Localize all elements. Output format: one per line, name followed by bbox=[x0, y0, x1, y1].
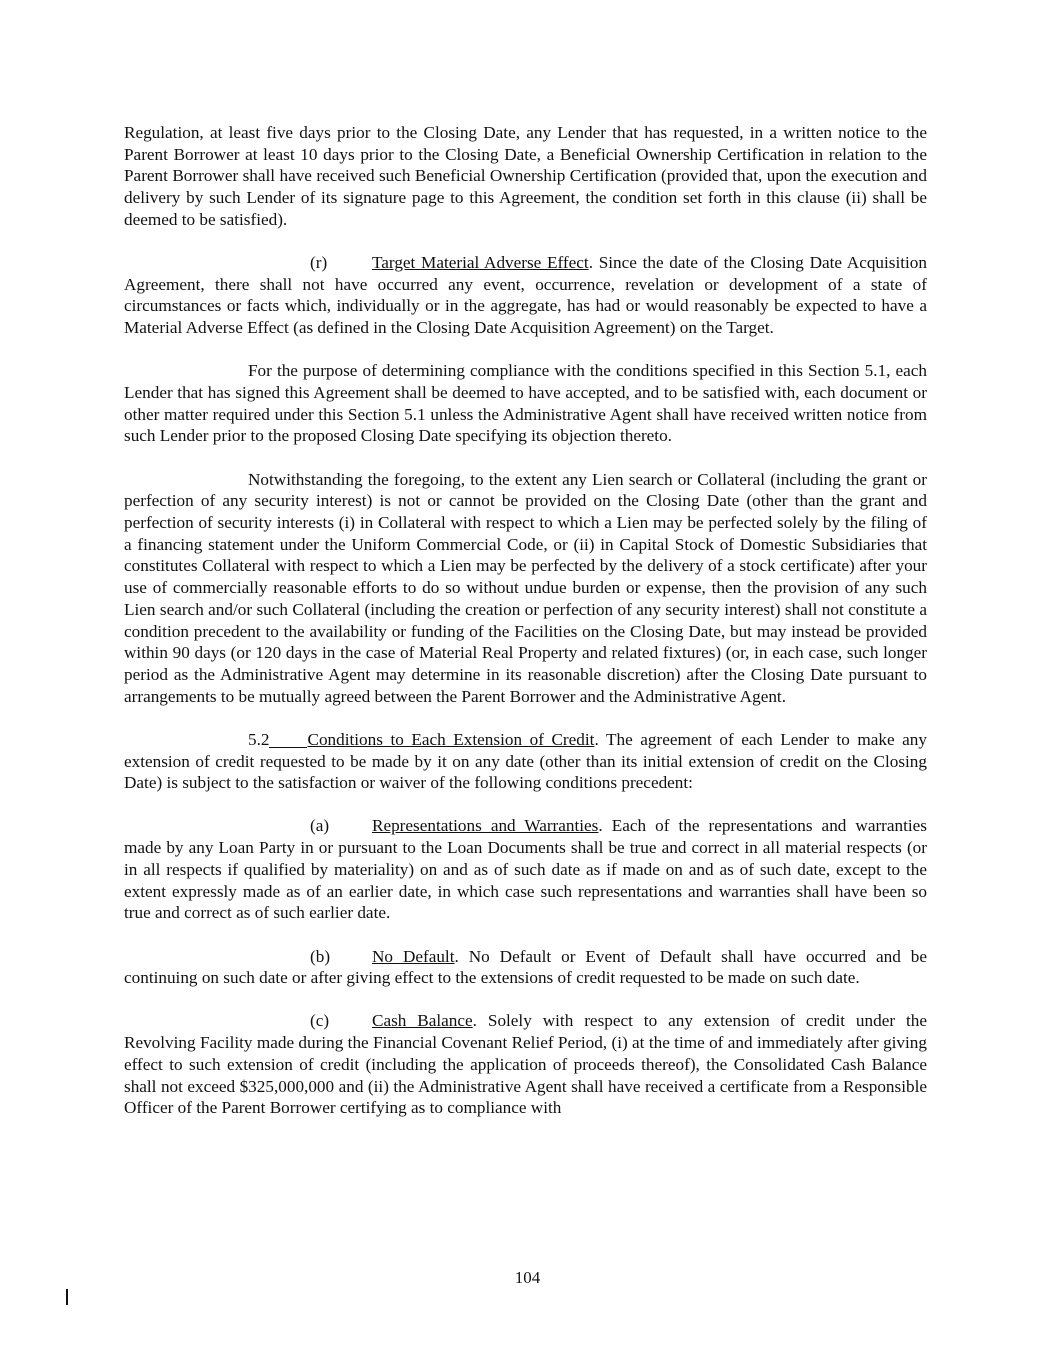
section-5-2 bbox=[124, 729, 927, 794]
clause-a-heading: Representations and Warranties bbox=[372, 816, 599, 836]
paragraph-notwithstanding: Notwithstanding the foregoing, to the extent any Lien search or Collateral (including the grant or perfection of any security interest) is not or cannot be provided on the Closing Date (other than the grant and perfection of security interests (i) in Collateral with respect to which a Lien may be perfected solely by the filing of a financing statement under the Uniform Commercial Code, or (ii) in Capital Stock of Domestic Subsidiaries that constitutes Collateral with respect to which a Lien may be perfected by the delivery of a stock certificate) after your use of commercially reasonable efforts to do so without undue burden or expense, then the provision of any such Lien search and/or such Collateral (including the creation or perfection of any security interest) shall not constitute a condition precedent to the availability or funding of the Facilities on the Closing Date, but may instead be provided within 90 days (or 120 days in the case of Material Real Property and related fixtures) (or, in each case, such longer period as the Administrative Agent may determine in its reasonable discretion) after the Closing Date pursuant to arrangements to be mutually agreed between the Parent Borrower and the Administrative Agent. bbox=[124, 469, 927, 706]
section-5-2-number: 5.2 bbox=[248, 729, 270, 749]
page-number: 104 bbox=[514, 1268, 541, 1287]
clause-b-number: (b) bbox=[310, 946, 331, 966]
paragraph-purpose: For the purpose of determining compliance with the conditions specified in this Section 5.1, each Lender that has signed this Agreement shall be deemed to have accepted, and to be satisfied with, each document or other matter required under this Section 5.1 unless the Administrative Agent shall have received written notice from such Lender prior to the proposed Closing Date specifying its objection thereto. bbox=[124, 361, 927, 446]
clause-a bbox=[124, 815, 927, 924]
clause-a-number: (a) bbox=[310, 816, 330, 836]
section-5-2-heading: Conditions to Each Extension of Credit bbox=[307, 729, 595, 749]
clause-r-body: . Since the date of the Closing Date Acquisition Agreement, there shall not have occurred any event, occurrence, revelation or development of a state of circumstances or facts which, individually or in the aggregate, has had or would reasonably be expected to have a Material Adverse Effect (as defined in the Closing Date Acquisition Agreement) on the Target. bbox=[124, 253, 927, 338]
clause-c bbox=[124, 1010, 927, 1119]
paragraph-continuation: Regulation, at least five days prior to the Closing Date, any Lender that has requested, in a written notice to the Parent Borrower at least 10 days prior to the Closing Date, a Beneficial Ownership Certification in relation to the Parent Borrower shall have received such Beneficial Ownership Certification (provided that, upon the execution and delivery by such Lender of its signature page to this Agreement, the condition set forth in this clause (ii) shall be deemed to be satisfied). bbox=[124, 123, 927, 229]
section-5-2-body: . The agreement of each Lender to make any extension of credit requested to be made by it on any date (other than its initial extension of credit on the Closing Date) is subject to the satisfaction or waiver of the following conditions precedent: bbox=[124, 729, 927, 793]
clause-r-number: (r) bbox=[310, 253, 328, 273]
clause-b-heading: No Default bbox=[372, 946, 455, 966]
clause-b bbox=[124, 946, 927, 989]
clause-c-body: . Solely with respect to any extension of credit under the Revolving Facility made during the Financial Covenant Relief Period, (i) at the time of and immediately after giving effect to such extension of credit (including the application of proceeds thereof), the Consolidated Cash Balance shall not exceed $325,000,000 and (ii) the Administrative Agent shall have received a certificate from a Responsible Officer of the Parent Borrower certifying as to compliance with bbox=[124, 1011, 927, 1118]
revision-change-bar bbox=[66, 1289, 68, 1305]
clause-b-body: . No Default or Event of Default shall have occurred and be continuing on such date or after giving effect to the extensions of credit requested to be made on such date. bbox=[124, 946, 927, 988]
document-page bbox=[124, 122, 927, 1140]
clause-r bbox=[124, 252, 927, 339]
clause-r-heading: Target Material Adverse Effect bbox=[372, 253, 589, 273]
clause-c-heading: Cash Balance bbox=[372, 1011, 473, 1031]
clause-a-body: . Each of the representations and warranties made by any Loan Party in or pursuant to the Loan Documents shall be true and correct in all material respects (or in all respects if qualified by materiality) on and as of such date as if made on and as of such date, except to the extent expressly made as of an earlier date, in which case such representations and warranties shall have been so true and correct as of such earlier date. bbox=[124, 816, 927, 923]
section-5-2-underline-gap bbox=[269, 732, 307, 748]
clause-c-number: (c) bbox=[310, 1011, 330, 1031]
